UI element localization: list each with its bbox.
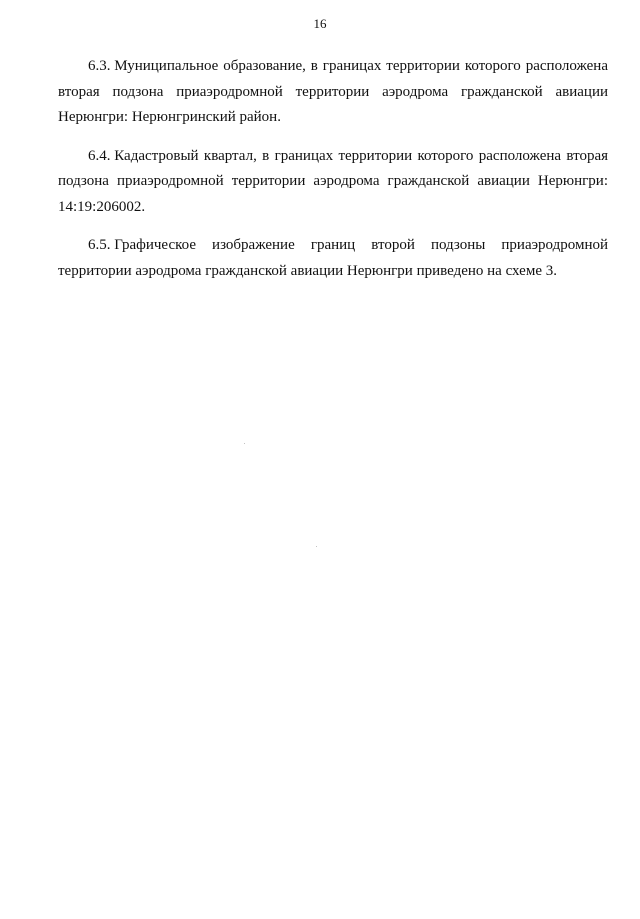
paragraph-6-4 xyxy=(58,144,608,221)
page-number: 16 xyxy=(313,16,327,31)
scan-speck xyxy=(244,443,245,444)
paragraph-text: Муниципальное образование, в границах территории которого расположена вторая подзона приаэродромной территории аэродрома гражданской авиации Нерюнгри: Нерюнгринский район. xyxy=(58,58,608,125)
paragraph-6-5 xyxy=(58,233,608,284)
paragraph-number: 6.3. xyxy=(88,58,111,74)
paragraph-number: 6.5. xyxy=(88,237,111,253)
paragraph-text: Кадастровый квартал, в границах территории которого расположена вторая подзона приаэродромной территории аэродрома гражданской авиации Нерюнгри: 14:19:206002. xyxy=(58,147,608,215)
scan-speck xyxy=(316,546,317,547)
paragraph-number: 6.4. xyxy=(88,147,111,164)
document-body xyxy=(58,54,608,297)
paragraph-6-3 xyxy=(58,54,608,131)
paragraph-text: Графическое изображение границ второй подзоны приаэродромной территории аэродрома гражданской авиации Нерюнгри приведено на схеме 3. xyxy=(58,237,608,279)
